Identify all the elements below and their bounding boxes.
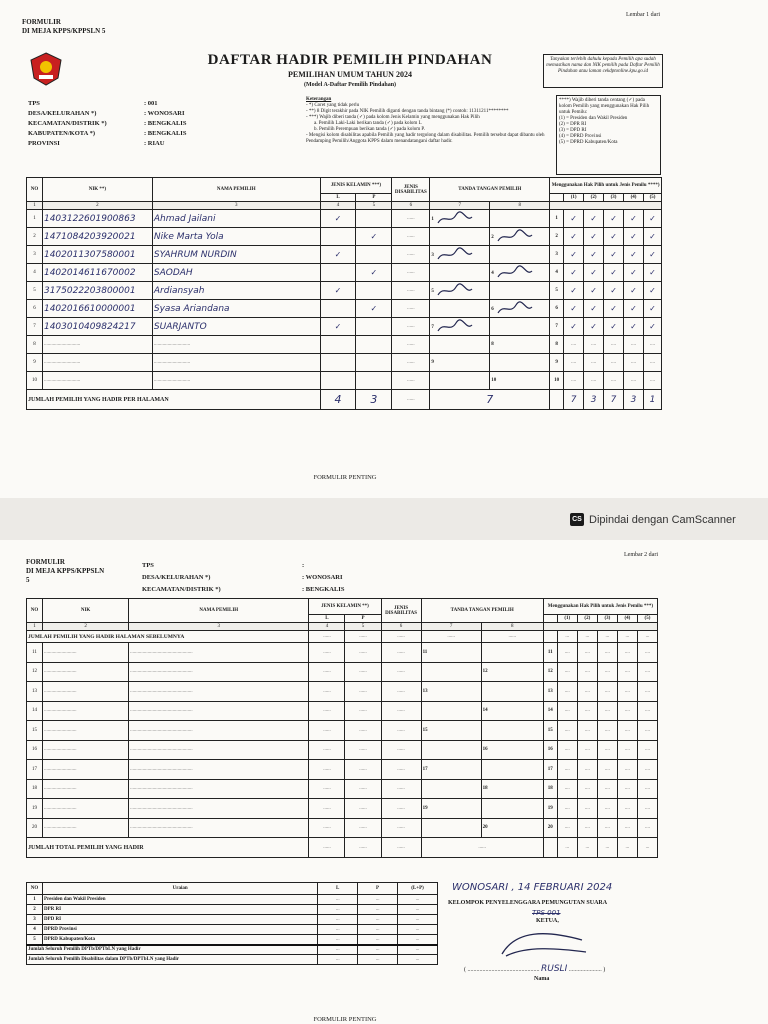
col-disabilitas: JENIS DISABILITAS — [392, 178, 430, 202]
nama-label: Nama — [534, 976, 550, 982]
table-row: 15 .......................... .................................................. ...... ...... ...... 15 15 .... .... .... .... .... — [27, 721, 658, 741]
ketua-label: KETUA, — [536, 918, 559, 924]
col-nama: NAMA PEMILIH — [152, 178, 320, 202]
header-row-2: L P (1) (2) (3) (4) (5) — [27, 615, 658, 623]
table-row: 7 1403010409824217 SUARJANTO ✓ ...... 7 7 ✓ ✓ ✓ ✓ ✓ — [27, 318, 662, 336]
form-page-1 — [0, 0, 768, 498]
info-row: KECAMATAN/DISTRIK *) : BENGKALIS — [28, 120, 187, 127]
table-row: 11 .......................... .................................................. ...... ...... ...... 11 11 .... .... .... .... .... — [27, 643, 658, 663]
table-row: 13 .......................... .................................................. ...... ...... ...... 13 13 .... .... .... .... .... — [27, 682, 658, 702]
place-date: WONOSARI , 14 FEBRUARI 2024 — [452, 882, 613, 893]
info-row: DESA/KELURAHAN *) : WONOSARI — [142, 574, 343, 581]
col-no: NO — [27, 178, 43, 202]
table-row: 17 .......................... .................................................. ...... ...... ...... 17 17 .... .... .... .... .... — [27, 760, 658, 780]
total-hak-2: 3 — [584, 390, 604, 410]
total-hak-5: 1 — [643, 390, 661, 410]
col-h5: (5) — [643, 194, 661, 202]
table-row: 3 1402011307580001 SYAHRUM NURDIN ✓ ...... 3 3 ✓ ✓ ✓ ✓ ✓ — [27, 246, 662, 264]
info-row: DESA/KELURAHAN *) : WONOSARI — [28, 110, 185, 117]
form-page-2 — [0, 540, 768, 1024]
table-row: 6 1402016610000001 Syasa Ariandana ✓ ...... 6 6 ✓ ✓ ✓ ✓ ✓ — [27, 300, 662, 318]
table-row: 16 .......................... .................................................. ...... ...... ...... 16 16 .... .... .... .... .... — [27, 740, 658, 760]
table-row: 12 .......................... .................................................. ...... ...... ...... 12 12 .... .... .... .... .... — [27, 662, 658, 682]
total-hak-3: 7 — [604, 390, 624, 410]
info-box-note: Tanyakan terlebih dahulu kepada Pemilih apa sudah memastikan nama dan NIK pemilih pada Daftar Pemilih Pindahan atau laman cekdptonline.kpu.go.id — [543, 54, 663, 88]
total-l: 4 — [320, 390, 356, 410]
model-label: (Model A-Daftar Pemilih Pindahan) — [303, 82, 397, 88]
signature-icon — [434, 283, 474, 299]
header-row — [27, 178, 662, 194]
summary-rows — [27, 895, 438, 945]
col-tanda-tangan: TANDA TANGAN PEMILIH — [430, 178, 550, 202]
table-row: 4 1402014611670002 SAODAH ✓ ...... 4 4 ✓ ✓ ✓ ✓ ✓ — [27, 264, 662, 282]
signature-icon — [434, 211, 474, 227]
header-row: NO NIK NAMA PEMILIH JENIS KELAMIN **) JENIS DISABILITAS TANDA TANGAN PEMILIH Menggunakan Hak Pilih untuk Jenis Pemilu ***) — [27, 599, 658, 615]
colnum-row: 1 2 3 4 5 6 7 8 — [27, 202, 662, 210]
grand-total-row: JUMLAH TOTAL PEMILIH YANG HADIR ...... ...... ...... ...... ... ... ... ... ... — [27, 838, 658, 858]
info-row: TPS : 001 — [28, 100, 158, 107]
table-row: 18 .......................... .................................................. ...... ...... ...... 18 18 .... .... .... .... .... — [27, 779, 658, 799]
total-p: 3 — [356, 390, 392, 410]
info-row: KABUPATEN/KOTA *) : BENGKALIS — [28, 130, 187, 137]
table-row: 10 ............................. ............................. ...... 10 10 .... .... .... .... .... — [27, 372, 662, 390]
attendance-rows — [27, 210, 662, 390]
location-info — [142, 562, 402, 598]
col-jenis-kelamin: JENIS KELAMIN ***) — [320, 178, 392, 194]
prev-total-row: JUMLAH PEMILIH YANG HADIR HALAMAN SEBELUMNYA ...... ...... ...... ...... ...... ... ... ... ... ... — [27, 631, 658, 643]
summary-row: 5 DPRD Kabupaten/Kota ... ... ... — [27, 935, 438, 945]
col-h1: (1) — [564, 194, 584, 202]
lembar-label: Lembar 1 dari — [626, 12, 660, 18]
keterangan: Keterangan - *) Coret yang tidak perlu - **) 8 Digit terakhir pada NIK Pemilih diganti dengan tanda bintang (*) contoh: 11311211******** - ***) Wajib diberi tanda (✓) pada kolom Jenis Kelamin yang menggunakan Hak Pilih a. Pemilih Laki-Laki berikan tanda (✓) pada kolom L b. Pemilih Perempuan berikan tanda (✓) pada kolom P. - Mengisi kolom disabilitas apabila Pemilih yang hadir tergolong dalam disabilitas. Pemilih tersebut dapat dibantu oleh Pendamping Pemilih/Anggota KPPS dalam menandatangani daftar hadir. — [306, 97, 545, 144]
table-row: 14 .......................... .................................................. ...... ...... ...... 14 14 .... .... .... .... .... — [27, 701, 658, 721]
formulir-label: FORMULIR DI MEJA KPPS/KPPSLN 5 — [26, 558, 105, 584]
lembar-label: Lembar 2 dari — [624, 552, 658, 558]
ketua-signature-icon — [496, 926, 596, 967]
summary-row: 1 Presiden dan Wakil Presiden ... ... ... — [27, 895, 438, 905]
camscanner-badge: CS Dipindai dengan CamScanner — [570, 513, 736, 526]
ketua-name-line: ( ................................................ RUSLI ...................... ) — [464, 964, 606, 974]
page-title: DAFTAR HADIR PEMILIH PINDAHAN — [207, 52, 493, 68]
wajib-note: ****) Wajib diberi tanda centang (✓) pada kolom Pemilih yang menggunakan Hak Pilih untuk Pemilu: (1) = Presiden dan Wakil Presiden (2) = DPR RI (3) = DPD RI (4) = DPRD Provinsi (5) = DPRD Kabupaten/Kota — [556, 95, 661, 175]
table-row: 20 .......................... .................................................. ...... ...... ...... 20 20 .... .... .... .... .... — [27, 818, 658, 838]
formulir-label: FORMULIR DI MEJA KPPS/KPPSLN 5 — [22, 18, 106, 35]
info-row: PROVINSI : RIAU — [28, 140, 165, 147]
attendance-rows-2 — [27, 643, 658, 838]
col-h3: (3) — [604, 194, 624, 202]
summary-row: 4 DPRD Provinsi ... ... ... — [27, 925, 438, 935]
table-row: 19 .......................... .................................................. ...... ...... ...... 19 19 .... .... .... .... .... — [27, 799, 658, 819]
total-ttd: 7 — [430, 390, 550, 410]
col-nik: NIK **) — [42, 178, 152, 202]
col-p: P — [356, 194, 392, 202]
table-row: 9 ............................. ............................. ...... 9 9 .... .... .... .... .... — [27, 354, 662, 372]
signature-icon — [434, 247, 474, 263]
col-hak-pilih: Menggunakan Hak Pilih untuk Jenis Pemilu ****) — [550, 178, 662, 194]
tps-label: TPS 001 — [532, 909, 561, 917]
col-l: L — [320, 194, 356, 202]
table-row: 2 1471084203920021 Nike Marta Yola ✓ ...... 2 2 ✓ ✓ ✓ ✓ ✓ — [27, 228, 662, 246]
signature-icon — [434, 319, 474, 335]
info-row: KECAMATAN/DISTRIK *) : BENGKALIS — [142, 586, 345, 593]
signature-icon — [494, 301, 534, 317]
page-footer: FORMULIR PENTING — [313, 474, 377, 481]
attendance-table-2 — [26, 598, 658, 858]
signature-icon — [494, 265, 534, 281]
total-row: JUMLAH PEMILIH YANG HADIR PER HALAMAN 4 3 ...... 7 7 3 7 3 1 — [27, 390, 662, 410]
total-hak-1: 7 — [564, 390, 584, 410]
total-hak-4: 3 — [624, 390, 644, 410]
signature-icon — [494, 229, 534, 245]
info-row: TPS : — [142, 562, 305, 569]
kpu-logo-icon — [30, 52, 62, 86]
summary-table: NO Uraian L P (L+P) 1 Presiden dan Wakil Presiden ... ... ... 2 DPR RI ... ... ... 3 DPD RI ... ... ... 4 DPRD Provinsi ... ... ... 5 DPRD Kabupaten/Kota ... ... ... Jumlah Seluruh Pemilih DPTb/DPTbLN yang Hadir ... ... ... Jumlah Seluruh Pemilih Disabilitas dalam DPTb/DPTbLN yang Hadir ... ... ... — [26, 882, 438, 965]
page-footer: FORMULIR PENTING — [313, 1016, 377, 1023]
camscanner-icon: CS — [570, 513, 584, 526]
col-blank — [550, 194, 564, 202]
colnum-row: 1 2 3 4 5 6 7 8 — [27, 623, 658, 631]
summary-row: 2 DPR RI ... ... ... — [27, 905, 438, 915]
table-row: 5 3175022203800001 Ardiansyah ✓ ...... 5 5 ✓ ✓ ✓ ✓ ✓ — [27, 282, 662, 300]
col-h2: (2) — [584, 194, 604, 202]
table-row: 1 1403122601900863 Ahmad Jailani ✓ ...... 1 1 ✓ ✓ ✓ ✓ ✓ — [27, 210, 662, 228]
summary-row: 3 DPD RI ... ... ... — [27, 915, 438, 925]
page-subtitle: PEMILIHAN UMUM TAHUN 2024 — [288, 70, 412, 79]
table-row: 8 ............................. ............................. ...... 8 8 .... .... .... .... .... — [27, 336, 662, 354]
attendance-table — [26, 177, 662, 410]
location-info — [28, 100, 278, 150]
col-h4: (4) — [624, 194, 644, 202]
kelompok-label: KELOMPOK PENYELENGGARA PEMUNGUTAN SUARA — [448, 900, 608, 906]
